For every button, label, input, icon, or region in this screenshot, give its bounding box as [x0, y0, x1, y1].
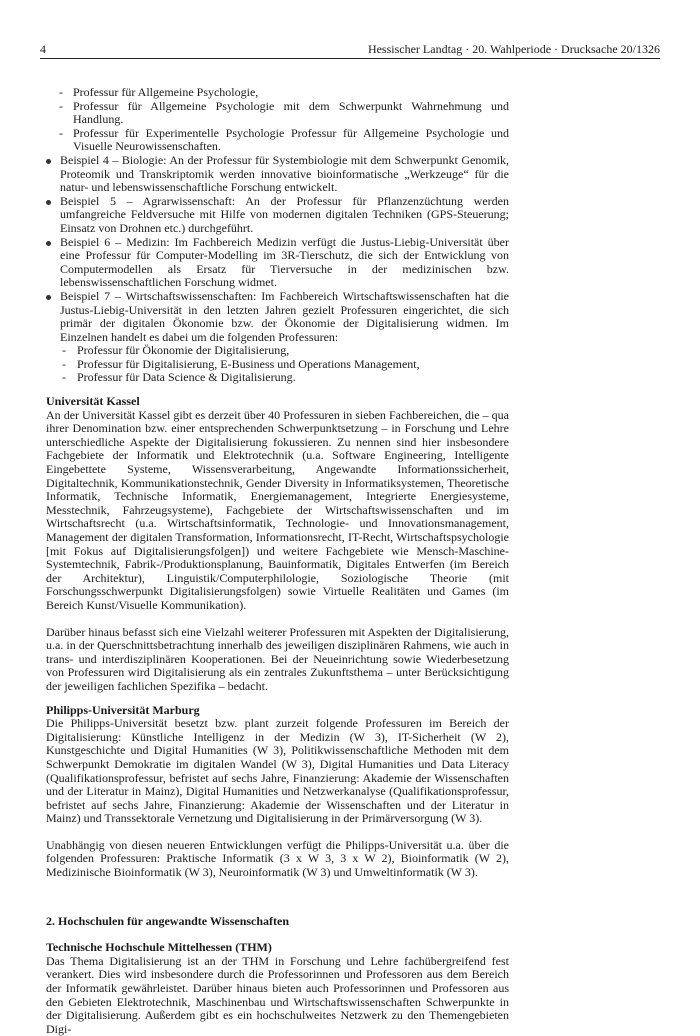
example-item — [46, 195, 509, 236]
economics-professorship-list — [60, 344, 509, 385]
section-2-heading: 2. Hochschulen für angewandte Wissenschaften — [46, 913, 290, 928]
page-number: 4 — [40, 42, 46, 56]
thm-paragraph-1: Das Thema Digitalisierung ist an der THM in Forschung und Lehre fachübergreifend fest verankert. Dies wird insbesondere durch die Professorinnen und Professoren aus dem Bereich der Informatik gewährleistet. Darüber hinaus bieten auch Professorinnen und Professoren aus den Gebieten Elektrotechnik, Maschinenbau und Wirtschaftswissenschaften Schwerpunkte in der Digitalisierung. Außerdem gibt es ein hochschulweites Netzwerk zu den Themengebieten Digi- — [46, 953, 509, 1036]
example-text: Beispiel 6 – Medizin: Im Fachbereich Medizin verfügt die Justus-Liebig-Universität über eine Professur für Computer-Modelling im 3R-Tierschutz, die sich der Entwicklung von Computermodellen als Ersatz für Tierversuche in der medizinischen bzw. lebenswissenschaftlichen Forschung widmet. — [60, 234, 509, 290]
bullet-icon — [46, 159, 51, 164]
list-item: - Professur für Allgemeine Psychologie, — [46, 86, 509, 100]
bullet-icon — [46, 241, 51, 246]
example-text: Beispiel 4 – Biologie: An der Professur für Systembiologie mit dem Schwerpunkt Genomik, Proteomik und Transkriptomik werden innovative bioinformatische „Werkzeuge“ für die natur- und lebenswissenschaftliche Forschung entwickelt. — [60, 152, 509, 195]
marburg-paragraph-2: Unabhängig von diesen neueren Entwicklungen verfügt die Philipps-Universität u.a. über die folgenden Professuren: Praktische Informatik (3 x W 3, 3 x W 2), Bioinformatik (W 2), Medizinische Bioinformatik (W 3), Neuroinformatik (W 3) und Umweltinformatik (W 3). — [46, 837, 509, 880]
example-item — [46, 236, 509, 290]
marburg-heading: Philipps-Universität Marburg — [46, 702, 200, 717]
list-item: - Professur für Experimentelle Psychologie Professur für Allgemeine Psychologie und Visuelle Neurowissenschaften. — [46, 127, 509, 154]
examples-list — [46, 154, 509, 385]
psychology-professorship-list — [46, 86, 509, 154]
bullet-icon — [46, 295, 51, 300]
marburg-paragraph-1: Die Philipps-Universität besetzt bzw. plant zurzeit folgende Professuren im Bereich der Digitalisierung: Künstliche Intelligenz in der Medizin (W 3), IT-Sicherheit (W 2), Kunstgeschichte und Digital Humanities (W 3), Politikwissenschaftliche Methoden mit dem Schwerpunkt Demokratie im digitalen Wandel (W 3), Digital Humanities und Data Literacy (Qualifikationsprofessur, befristet auf sechs Jahre, Finanzierung: Akademie der Wissenschaften und der Literatur in Mainz), Digital Humanities und Netzwerkanalyse (Qualifikationsprofessur, befristet auf sechs Jahre, Finanzierung: Akademie der Wissenschaften und der Literatur in Mainz) und Transsektorale Vernetzung und Digitalisierung in der Primärversorgung (W 3). — [46, 716, 509, 826]
document-body — [46, 86, 509, 1036]
list-item: - Professur für Digitalisierung, E-Business und Operations Management, — [60, 358, 509, 372]
kassel-paragraph-1: An der Universität Kassel gibt es derzeit über 40 Professuren in sieben Fachbereichen, die – qua ihrer Denomination bzw. einer entsprechenden Schwerpunktsetzung – in Forschung und Lehre unterschiedliche Aspekte der Digitalisierung fokussieren. Zu nennen sind hier insbesondere Fachgebiete der Informatik und Elektrotechnik (u.a. Software Engineering, Intelligente Eingebettete Systeme, Wissensverarbeitung, Angewandte Informationssicherheit, Digitaltechnik, Kommunikationstechnik, Gender Diversity in Informatiksystemen, Theoretische Informatik, Technische Informatik, Energiemanagement, Integrierte Energiesysteme, Messtechnik, Fahrzeugsysteme), Fachgebiete der Wirtschaftswissenschaften und im Wirtschaftsrecht (u.a. Wirtschaftsinformatik, Technologie- und Innovationsmanagement, Management der digitalen Transformation, Informationsrecht, IT-Recht, Wirtschaftspsychologie [mit Fokus auf Digitalisierungsfolgen]) und weitere Fachgebiete wie Mensch-Maschine-Systemtechnik, Fabrik-/Produktionsplanung, Bauinformatik, Digitales Entwerfen (im Bereich der Architektur), Linguistik/Computerphilologie, Soziologische Theorie (mit Forschungsschwerpunkt Digitalisierungsfolgen) sowie Virtuelle Realitäten und Games (im Bereich Kunst/Visuelle Kommunikation). — [46, 407, 509, 612]
list-item: - Professur für Data Science & Digitalisierung. — [60, 371, 509, 385]
example-item — [46, 290, 509, 385]
kassel-paragraph-2: Darüber hinaus befasst sich eine Vielzahl weiterer Professuren mit Aspekten der Digitalisierung, u.a. in der Querschnittsbetrachtung innerhalb des jeweiligen disziplinären Rahmens, wie auch in trans- und interdisziplinären Kooperationen. Bei der Neueinrichtung sowie Wiederbesetzung von Professuren wird Digitalisierung als ein zentrales Zukunftsthema – unter Berücksichtigung der jeweiligen fachlichen Spezifika – bedacht. — [46, 624, 509, 693]
example-text: Beispiel 5 – Agrarwissenschaft: An der Professur für Pflanzenzüchtung werden umfangreiche Feldversuche mit Hilfe von modernen digitalen Techniken (GPS-Steuerung; Einsatz von Drohnen etc.) durchgeführt. — [60, 193, 509, 235]
page-header — [40, 42, 660, 59]
list-item: - Professur für Ökonomie der Digitalisierung, — [60, 344, 509, 358]
example-text: Beispiel 7 – Wirtschaftswissenschaften: Im Fachbereich Wirtschaftswissenschaften hat die Justus-Liebig-Universität in den letzten Jahren gezielt Professuren eingerichtet, die sich primär der digitalen Ökonomie bzw. der Ökonomie der Digitalisierung widmen. Im Einzelnen handelt es dabei um die folgenden Professuren: — [60, 288, 509, 344]
kassel-heading: Universität Kassel — [46, 394, 140, 409]
example-item — [46, 154, 509, 195]
list-item: - Professur für Allgemeine Psychologie mit dem Schwerpunkt Wahrnehmung und Handlung. — [46, 100, 509, 127]
thm-heading: Technische Hochschule Mittelhessen (THM) — [46, 940, 272, 955]
running-title: Hessischer Landtag · 20. Wahlperiode · Drucksache 20/1326 — [367, 42, 660, 56]
bullet-icon — [46, 200, 51, 205]
